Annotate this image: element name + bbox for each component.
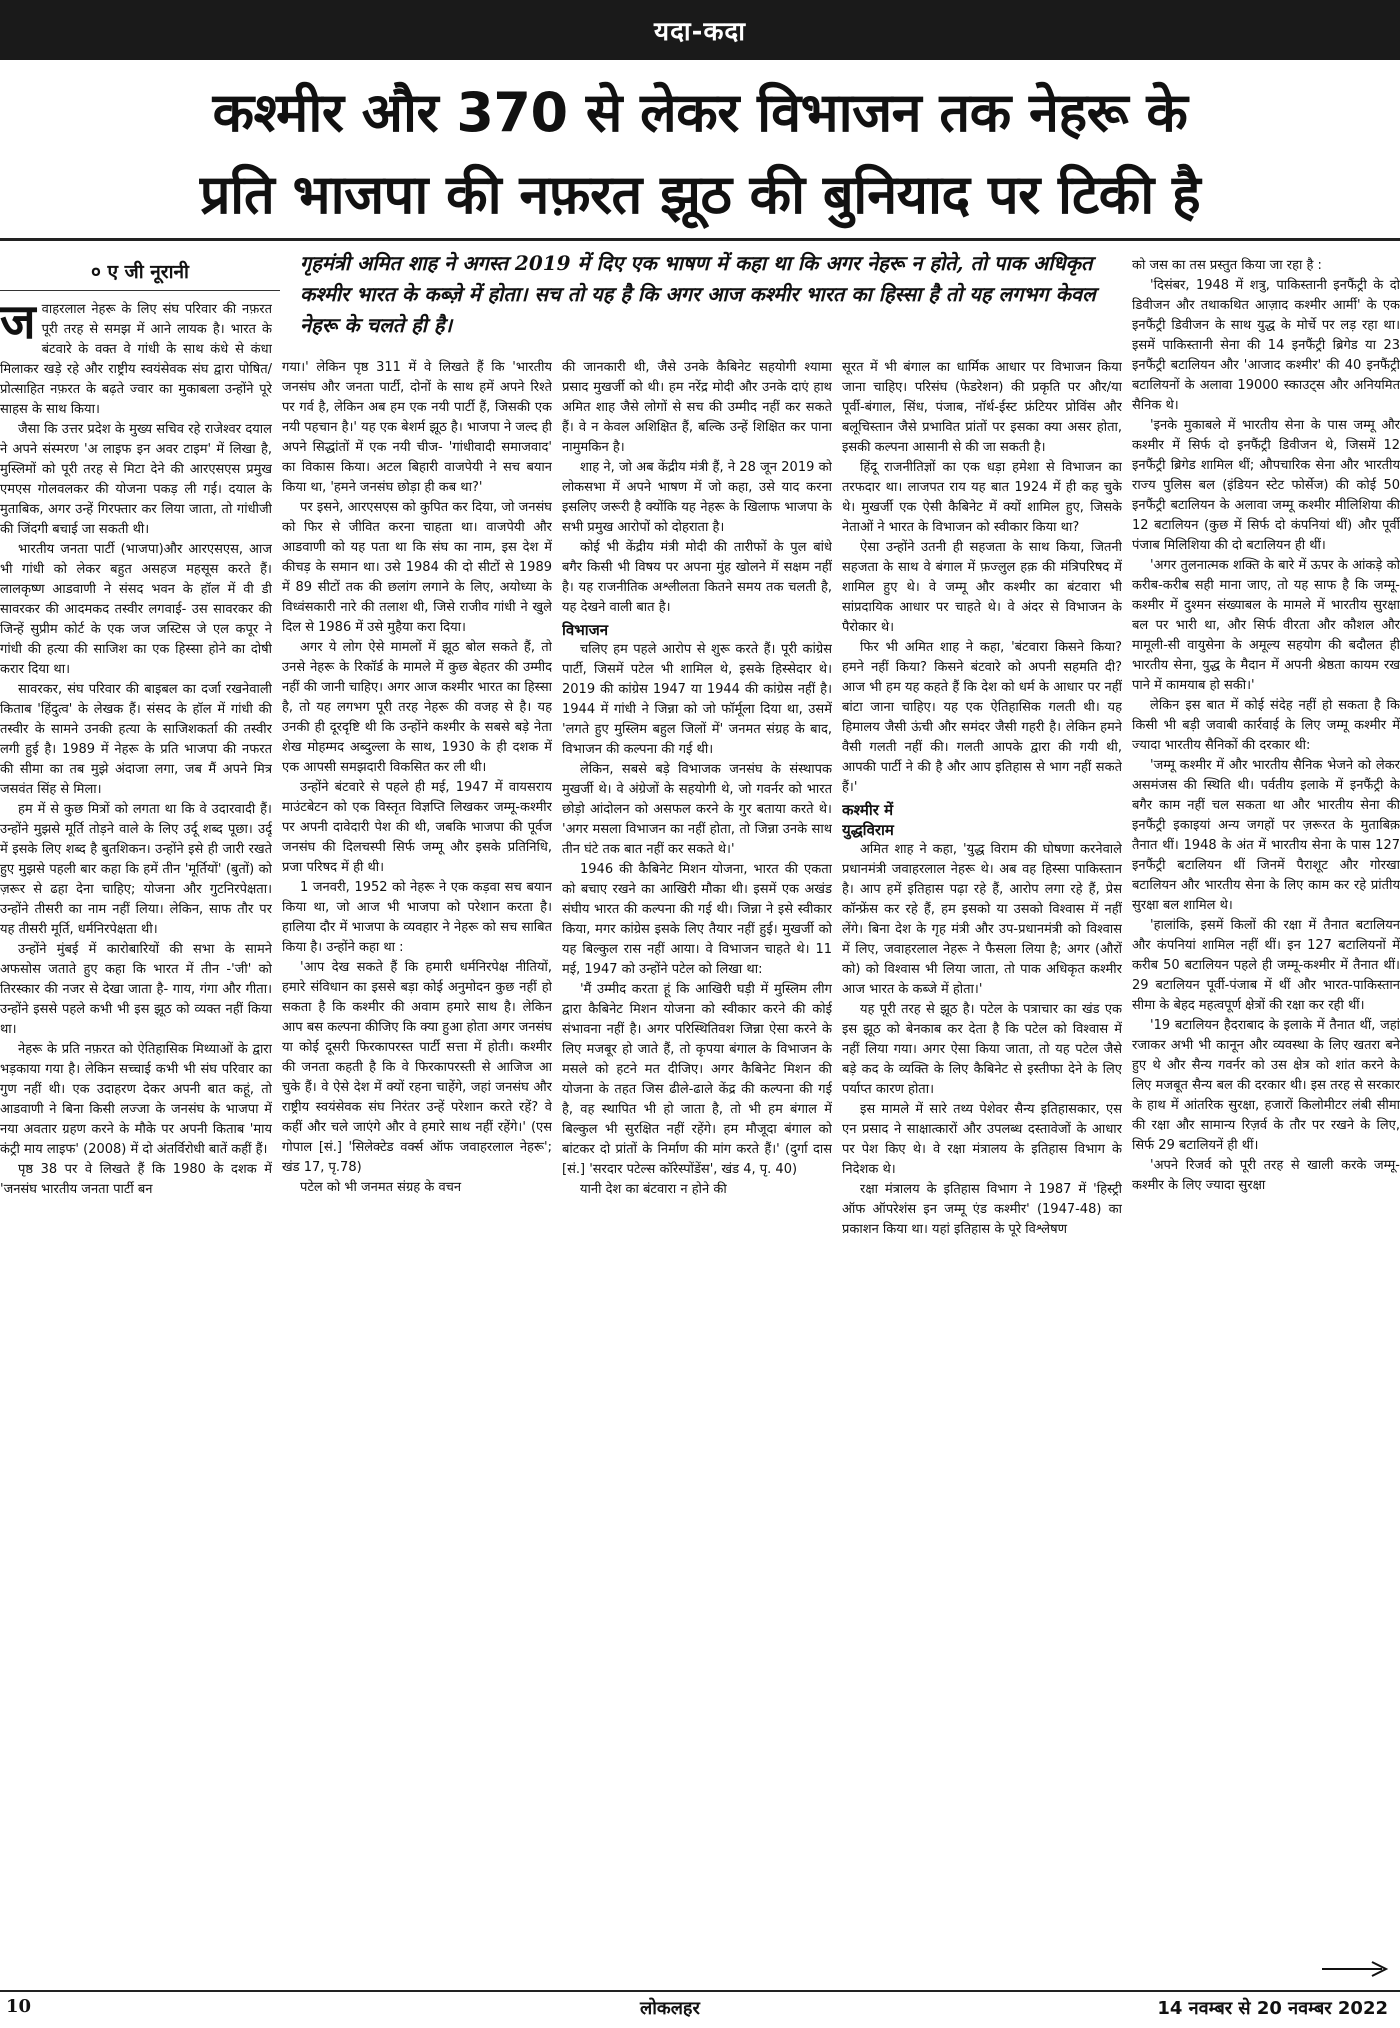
- paragraph: अमित शाह ने कहा, 'युद्ध विराम की घोषणा करनेवाले प्रधानमंत्री जवाहरलाल नेहरू थे। अब वह हिस्सा पाकिस्तान है। आप हमें इतिहास पढ़ा रहे हैं, आरोप लगा रहे हैं, प्रेस कॉन्फ्रेंस कर रहे हैं, हम इसको या उसको विश्वास में नहीं लेंगे। बिना देश के गृह मंत्री और उप-प्रधानमंत्री को विश्वास में लिए, जवाहरलाल नेहरू ने फैसला लिया है; अगर (औरों को) को विश्वास भी लिया जाता, तो पाक अधिकृत कश्मीर आज भारत के कब्जे में होता।': [842, 842, 1122, 997]
- section-label: यदा-कदा: [654, 17, 746, 47]
- author-divider: [0, 290, 280, 291]
- paragraph: ऐसा उन्होंने उतनी ही सहजता के साथ किया, जितनी सहजता के साथ वे बंगाल में फ़ज्लुल हक़ की मंत्रिपरिषद में शामिल हुए थे। वे जम्मू और कश्मीर का बंटवारा भी सांप्रदायिक आधार पर चाहते थे। वे अंदर से विभाजन के पैरोकार थे।: [842, 540, 1122, 635]
- article-column-3: [562, 358, 832, 1990]
- paragraph: लेकिन इस बात में कोई संदेह नहीं हो सकता है कि किसी भी बड़ी जवाबी कार्रवाई के लिए जम्मू कश्मीर में ज्यादा भारतीय सैनिकों की दरकार थी:: [1132, 698, 1400, 753]
- subheading-partition: विभाजन: [562, 621, 609, 639]
- paragraph: यह पूरी तरह से झूठ है। पटेल के पत्राचार का खंड एक इस झूठ को बेनकाब कर देता है कि पटेल को विश्वास में नहीं लिया गया। अगर ऐसा किया जाता, तो यह पटेल जैसे बड़े कद के व्यक्ति के लिए कैबिनेट से इस्तीफा देने के लिए पर्याप्त कारण होता।: [842, 1002, 1122, 1097]
- paragraph: 'अगर तुलनात्मक शक्ति के बारे में ऊपर के आंकड़े को करीब-करीब सही माना जाए, तो यह साफ है कि जम्मू-कश्मीर में दुश्मन संख्याबल के मामले में भारतीय सुरक्षा बल पर भारी था, और सिर्फ वीरता और कौशल और मामूली-सी वायुसेना के अमूल्य सहयोग की बदौलत ही भारतीय सेना, युद्ध के मैदान में अपनी श्रेष्ठता कायम रख पाने में कामयाब हो सकी।': [1132, 558, 1400, 693]
- publication-name: लोकलहर: [640, 1998, 700, 2019]
- paragraph: 'मैं उम्मीद करता हूं कि आखिरी घड़ी में मुस्लिम लीग द्वारा कैबिनेट मिशन योजना को स्वीकार करने की कोई संभावना नहीं है। अगर परिस्थितिवश जिन्ना ऐसा करने के लिए मजबूर हो जाते हैं, तो कृपया बंगाल के विभाजन के मसले को हटने मत दीजिए। अगर कैबिनेट मिशन की योजना के तहत जिस ढीले-ढाले केंद्र की कल्पना की गई है, वह स्थापित भी हो जाता है, तो भी हम बंगाल में बिल्कुल भी सुरक्षित नहीं रहेंगे। हम मौजूदा बंगाल को बांटकर दो प्रांतों के निर्माण की मांग करते हैं।' (दुर्गा दास [सं.] 'सरदार पटेल्स कॉरेस्पोंडेंस', खंड 4, पृ. 40): [562, 982, 832, 1177]
- pull-quote: गृहमंत्री अमित शाह ने अगस्त 2019 में दिए एक भाषण में कहा था कि अगर नेहरू न होते, तो पाक अधिकृत कश्मीर भारत के कब्ज़े में होता। सच तो यह है कि अगर आज कश्मीर भारत का हिस्सा है तो यह लगभग केवल नेहरू के चलते ही है।: [300, 251, 1096, 337]
- issue-date: 14 नवम्बर से 20 नवम्बर 2022: [1157, 1998, 1388, 2019]
- paragraph: कोई भी केंद्रीय मंत्री मोदी की तारीफों के पुल बांधे बगैर किसी भी विषय पर अपना मुंह खोलने में सक्षम नहीं है। यह राजनीतिक अश्लीलता कितने समय तक चलती है, यह देखने वाली बात है।: [562, 540, 832, 615]
- paragraph: यानी देश का बंटवारा न होने की: [580, 1182, 727, 1197]
- paragraph: 'दिसंबर, 1948 में शत्रु, पाकिस्तानी इनफैंट्री के दो डिवीजन और तथाकथित आज़ाद कश्मीर आर्मी' के एक इनफैंट्री डिवीजन के साथ युद्ध के मोर्चे पर लड़ रहा था। इसमें पाकिस्तानी सेना की 14 इनफैंट्री ब्रिगेड या 23 इनफैंट्री बटालियन और 'आजाद कश्मीर' की 40 इनफैंट्री बटालियनों के अलावा 19000 स्काउट्स और अनियमित सैनिक थे।: [1132, 278, 1400, 413]
- article-column-1: [0, 300, 272, 1990]
- paragraph: पृष्ठ 38 पर वे लिखते हैं कि 1980 के दशक में 'जनसंघ भारतीय जनता पार्टी बन: [0, 1162, 272, 1197]
- paragraph: जवाहरलाल नेहरू के लिए संघ परिवार की नफ़रत पूरी तरह से समझ में आने लायक है। भारत के बंटवारे के वक्त वे गांधी के साथ कंधे से कंधा मिलाकर खड़े रहे और राष्ट्रीय स्वयंसेवक संघ द्वारा पोषित/प्रोत्साहित नफ़रत के बढ़ते ज्वार का मुकाबला उन्होंने पूरे साहस के साथ किया।: [0, 300, 272, 417]
- paragraph: 'जम्मू कश्मीर में और भारतीय सैनिक भेजने को लेकर असमंजस की स्थिति थी। पर्वतीय इलाके में इनफैंट्री के बगैर काम नहीं चल सकता था और भारतीय सेना की इनफैंट्री इकाइयां अन्य जगहों पर ज़रूरत के मुताबिक़ तैनात थीं। 1948 के अंत में भारतीय सेना के पास 127 इनफैंट्री बटालियन थीं जिनमें पैराशूट और गोरखा बटालियन और भारतीय सेना के लिए काम कर रहे प्रांतीय सुरक्षा बल शामिल थे।: [1132, 758, 1400, 913]
- paragraph: चलिए हम पहले आरोप से शुरू करते हैं। पूरी कांग्रेस पार्टी, जिसमें पटेल भी शामिल थे, इसके हिस्सेदार थे। 2019 की कांग्रेस 1947 या 1944 की कांग्रेस नहीं है। 1944 में गांधी ने जिन्ना को जो फॉर्मूला दिया था, उसमें 'लगते हुए मुस्लिम बहुल जिलों में' जनमत संग्रह के बाद, विभाजन की कल्पना की गई थी।: [562, 642, 832, 757]
- article-column-4: [842, 358, 1122, 1990]
- article-column-2: [282, 358, 552, 1990]
- paragraph: 'आप देख सकते हैं कि हमारी धर्मनिरपेक्ष नीतियों, हमारे संविधान का इससे बड़ा कोई अनुमोदन कुछ नहीं हो सकता है कि कश्मीर की अवाम हमारे साथ है। लेकिन आप बस कल्पना कीजिए कि क्या हुआ होता अगर जनसंघ या कोई दूसरी फिरकापरस्त पार्टी सत्ता में होती। कश्मीर की जनता कहती है कि वे फिरकापरस्ती से आजिज आ चुके हैं। वे ऐसे देश में क्यों रहना चाहेंगे, जहां जनसंघ और राष्ट्रीय स्वयंसेवक संघ निरंतर उन्हें परेशान करते रहें? वे कहीं और चले जाएंगे और वे हमारे साथ नहीं रहेंगे।' (एस गोपाल [सं.] 'सिलेक्टेड वर्क्स ऑफ जवाहरलाल नेहरू'; खंड 17, पृ.78): [282, 960, 552, 1175]
- paragraph: सूरत में भी बंगाल का धार्मिक आधार पर विभाजन किया जाना चाहिए। परिसंघ (फेडरेशन) की प्रकृति पर और/या पूर्वी-बंगाल, सिंध, पंजाब, नॉर्थ-ईस्ट फ्रंटियर प्रोविंस और बलूचिस्तान जैसे प्रभावित प्रांतों पर इसका क्या असर होता, इसकी कल्पना आसानी से की जा सकती है।: [842, 360, 1122, 455]
- paragraph: रक्षा मंत्रालय के इतिहास विभाग ने 1987 में 'हिस्ट्री ऑफ ऑपरेशंस इन जम्मू एंड कश्मीर' (1947-48) का प्रकाशन किया था। यहां इतिहास के पूरे विश्लेषण: [842, 1182, 1122, 1237]
- paragraph: गया।' लेकिन पृष्ठ 311 में वे लिखते हैं कि 'भारतीय जनसंघ और जनता पार्टी, दोनों के साथ हमें अपने रिश्ते पर गर्व है, लेकिन अब हम एक नयी पार्टी हैं, जिसकी एक नयी पहचान है।' यह एक बेशर्म झूठ है। भाजपा ने जल्द ही अपने सिद्धांतों में एक नयी चीज- 'गांधीवादी समाजवाद' का विकास किया। अटल बिहारी वाजपेयी ने सच बयान किया था, 'हमने जनसंघ छोड़ा ही कब था?': [282, 360, 552, 495]
- paragraph: हम में से कुछ मित्रों को लगता था कि वे उदारवादी हैं। उन्होंने मुझसे मूर्ति तोड़ने वाले के लिए उर्दू शब्द पूछा। उर्दू में इसके लिए शब्द है बुतशिकन। उन्होंने इसे ही जारी रखते हुए मुझसे पहली बार कहा कि हमें तीन 'मूर्तियों' (बुतों) को ज़रूर से ढहा देना चाहिए; योजना और गुटनिरपेक्षता। उन्होंने तीसरी का नाम नहीं लिया। लेकिन, साफ तौर पर यह तीसरी मूर्ति, धर्मनिरपेक्षता थी।: [0, 802, 272, 937]
- paragraph: जैसा कि उत्तर प्रदेश के मुख्य सचिव रहे राजेश्वर दयाल ने अपने संस्मरण 'अ लाइफ इन अवर टाइम' में लिखा है, मुस्लिमों को पूरी तरह से मिटा देने की आरएसएस प्रमुख एमएस गोलवलकर की योजना पकड़ ली गई। दयाल के मुताबिक, अगर उन्हें गिरफ्तार कर लिया जाता, तो गांधीजी की जिंदगी बचाई जा सकती थी।: [0, 422, 272, 537]
- footer-divider: [0, 1990, 1400, 1992]
- paragraph: नेहरू के प्रति नफ़रत को ऐतिहासिक मिथ्याओं के द्वारा भड़काया गया है। लेकिन सच्चाई कभी भी संघ परिवार का गुण नहीं थी। एक उदाहरण देकर अपनी बात कहूं, तो आडवाणी ने बिना किसी लज्जा के जनसंघ के भाजपा में नया अवतार ग्रहण करने के मौके पर अपनी किताब 'माय कंट्री माय लाइफ' (2008) में दो अंतर्विरोधी बातें कहीं हैं।: [0, 1042, 272, 1157]
- subheading-ceasefire: कश्मीर में युद्धविराम: [842, 801, 894, 839]
- paragraph: फिर भी अमित शाह ने कहा, 'बंटवारा किसने किया? हमने नहीं किया? किसने बंटवारे को अपनी सहमति दी? आज भी हम यह कहते हैं कि देश को धर्म के आधार पर नहीं बांटा जाना चाहिए। यह एक ऐतिहासिक गलती थी। यह हिमालय जैसी ऊंची और समंदर जैसी गहरी है। लेकिन हमने वैसी गलती नहीं की। गलती आपके द्वारा की गयी थी, आपकी पार्टी ने की है और आप इतिहास से भाग नहीं सकते हैं।': [842, 640, 1122, 795]
- paragraph: को जस का तस प्रस्तुत किया जा रहा है :: [1132, 258, 1322, 273]
- paragraph: अगर ये लोग ऐसे मामलों में झूठ बोल सकते हैं, तो उनसे नेहरू के रिकॉर्ड के मामले में कुछ बेहतर की उम्मीद नहीं की जानी चाहिए। अगर आज कश्मीर भारत का हिस्सा है, तो यह लगभग पूरी तरह नेहरू की वजह से है। यह उनकी ही दूरदृष्टि थी कि उन्होंने कश्मीर के सबसे बड़े नेता शेख मोहम्मद अब्दुल्ला के साथ, 1930 के ही दशक में एक आपसी समझदारी विकसित कर ली थी।: [282, 640, 552, 775]
- paragraph: हिंदू राजनीतिज्ञों का एक धड़ा हमेशा से विभाजन का तरफदार था। लाजपत राय यह बात 1924 में ही कह चुके थे। मुखर्जी एक ऐसी कैबिनेट में क्यों शामिल हुए, जिसके नेताओं ने भारत के विभाजन को स्वीकार किया था?: [842, 460, 1122, 535]
- continued-arrow-icon: [1320, 1960, 1390, 1978]
- paragraph: शाह ने, जो अब केंद्रीय मंत्री हैं, ने 28 जून 2019 को लोकसभा में अपने भाषण में जो कहा, उसे याद करना इसलिए जरूरी है क्योंकि यह नेहरू के खिलाफ भाजपा के सभी प्रमुख आरोपों को दोहराता है।: [562, 460, 832, 535]
- paragraph: की जानकारी थी, जैसे उनके कैबिनेट सहयोगी श्यामा प्रसाद मुखर्जी को थी। हम नरेंद्र मोदी और उनके दाएं हाथ अमित शाह जैसे लोगों से सच की उम्मीद नहीं कर सकते हैं। वे न केवल अशिक्षित हैं, बल्कि उन्हें शिक्षित कर पाना नामुमकिन है।: [562, 360, 832, 455]
- headline-line-1: कश्मीर और 370 से लेकर विभाजन तक नेहरू के: [212, 81, 1188, 144]
- headline-line-2: प्रति भाजपा की नफ़रत झूठ की बुनियाद पर टिकी है: [199, 163, 1201, 226]
- paragraph: पर इसने, आरएसएस को कुपित कर दिया, जो जनसंघ को फिर से जीवित करना चाहता था। वाजपेयी और आडवाणी को यह पता था कि संघ का नाम, इस देश में कीचड़ के समान था। उसे 1984 की दो सीटों से 1989 में 89 सीटों तक की छलांग लगाने के लिए, अयोध्या के विध्वंसकारी नारे की तलाश थी, जिसे राजीव गांधी ने खुले दिल से 1986 में उसे मुहैया करा दिया।: [282, 500, 552, 635]
- paragraph: '19 बटालियन हैदराबाद के इलाके में तैनात थीं, जहां रजाकर अभी भी कानून और व्यवस्था के लिए खतरा बने हुए थे और सैन्य गवर्नर को उस क्षेत्र को शांत करने के लिए मजबूत सैन्य बल की दरकार थी। इस तरह से सरकार के हाथ में आंतरिक सुरक्षा, हजारों किलोमीटर लंबी सीमा की रक्षा और सामान्य रिज़र्व के तौर पर रखने के लिए, सिर्फ 29 बटालियनें ही थीं।: [1132, 1018, 1400, 1153]
- paragraph: उन्होंने बंटवारे से पहले ही मई, 1947 में वायसराय माउंटबेटन को एक विस्तृत विज्ञप्ति लिखकर जम्मू-कश्मीर पर अपनी दावेदारी पेश की थी, जबकि भाजपा की पूर्वज जनसंघ की दिलचस्पी सिर्फ जम्मू और इसके प्रतिनिधि, प्रजा परिषद में ही थी।: [282, 780, 552, 875]
- paragraph: 1 जनवरी, 1952 को नेहरू ने एक कड़वा सच बयान किया था, जो आज भी भाजपा को परेशान करता है। हालिया दौर में भाजपा के व्यवहार ने नेहरू को सच साबित किया है। उन्होंने कहा था :: [282, 880, 552, 955]
- paragraph: भारतीय जनता पार्टी (भाजपा)और आरएसएस, आज भी गांधी को लेकर बहुत असहज महसूस करते हैं। लालकृष्ण आडवाणी ने संसद भवन के हॉल में वी डी सावरकर की आदमकद तस्वीर लगवाई- उस सावरकर की जिन्हें सुप्रीम कोर्ट के एक जज जस्टिस जे एल कपूर ने गांधी की हत्या की साजिश का एक हिस्सा होने का दोषी करार दिया था।: [0, 542, 272, 677]
- section-banner: [0, 0, 1400, 60]
- paragraph: 'इनके मुकाबले में भारतीय सेना के पास जम्मू और कश्मीर में सिर्फ दो इनफैंट्री डिवीजन थे, जिसमें 12 इनफैंट्री ब्रिगेड शामिल थीं; औपचारिक सेना और भारतीय राज्य पुलिस बल (इंडियन स्टेट फोर्सेज) की कोई 50 इनफैंट्री बटालियन के अलावा जम्मू कश्मीर मीलिशिया की 12 बटालियन (कुछ में सिर्फ दो कंपनियां थीं) और पूर्वी पंजाब मिलिशिया की दो बटालियन ही थीं।: [1132, 418, 1400, 553]
- paragraph: इस मामले में सारे तथ्य पेशेवर सैन्य इतिहासकार, एस एन प्रसाद ने साक्षात्कारों और उपलब्ध दस्तावेजों के आधार पर पेश किए थे। वे रक्षा मंत्रालय के इतिहास विभाग के निदेशक थे।: [842, 1102, 1122, 1177]
- author-byline: ० ए जी नूरानी: [91, 261, 189, 283]
- paragraph: 1946 की कैबिनेट मिशन योजना, भारत की एकता को बचाए रखने का आखिरी मौका थी। इसमें एक अखंड संघीय भारत की कल्पना की गई थी। जिन्ना ने इसे स्वीकार किया, मगर कांग्रेस इसके लिए तैयार नहीं हुई। मुखर्जी को यह बिल्कुल रास नहीं आया। वे विभाजन चाहते थे। 11 मई, 1947 को उन्होंने पटेल को लिखा था:: [562, 862, 832, 977]
- paragraph: पटेल को भी जनमत संग्रह के वचन: [300, 1180, 462, 1195]
- headline-divider: [0, 238, 1400, 241]
- paragraph: उन्होंने मुंबई में कारोबारियों की सभा के सामने अफसोस जताते हुए कहा कि भारत में तीन -'जी' को तिरस्कार की नजर से देखा जाता है- गाय, गंगा और गीता। उन्होंने इससे पहले कभी भी इस झूठ को व्यक्त नहीं किया था।: [0, 942, 272, 1037]
- paragraph: सावरकर, संघ परिवार की बाइबल का दर्जा रखनेवाली किताब 'हिंदुत्व' के लेखक हैं। संसद के हॉल में गांधी की तस्वीर के सामने उनकी हत्या के साजिशकर्ता की तस्वीर लगी हुई है। 1989 में नेहरू के प्रति भाजपा की नफरत की सीमा का तब मुझे अंदाजा लगा, जब मैं अपने मित्र जसवंत सिंह से मिला।: [0, 682, 272, 797]
- paragraph: लेकिन, सबसे बड़े विभाजक जनसंघ के संस्थापक मुखर्जी थे। वे अंग्रेजों के सहयोगी थे, जो गवर्नर को भारत छोड़ो आंदोलन को असफल करने के गुर बताया करते थे। 'अगर मसला विभाजन का नहीं होता, तो जिन्ना उनके साथ तीन घंटे तक बात नहीं कर सकते थे।': [562, 762, 832, 857]
- paragraph: 'अपने रिजर्व को पूरी तरह से खाली करके जम्मू-कश्मीर के लिए ज्यादा सुरक्षा: [1132, 1158, 1400, 1193]
- drop-cap: ज: [0, 300, 36, 350]
- page-number: 10: [6, 1996, 32, 2017]
- article-column-5: [1132, 256, 1400, 1972]
- paragraph: 'हालांकि, इसमें किलों की रक्षा में तैनात बटालियन और कंपनियां शामिल नहीं थीं। इन 127 बटालियनों में करीब 50 बटालियन पहले ही जम्मू-कश्मीर में तैनात थीं। 29 बटालियन पूर्वी-पंजाब में थीं और भारत-पाकिस्तान सीमा के बेहद महत्वपूर्ण क्षेत्रों की रक्षा कर रही थीं।: [1132, 918, 1400, 1013]
- headline: [20, 72, 1380, 236]
